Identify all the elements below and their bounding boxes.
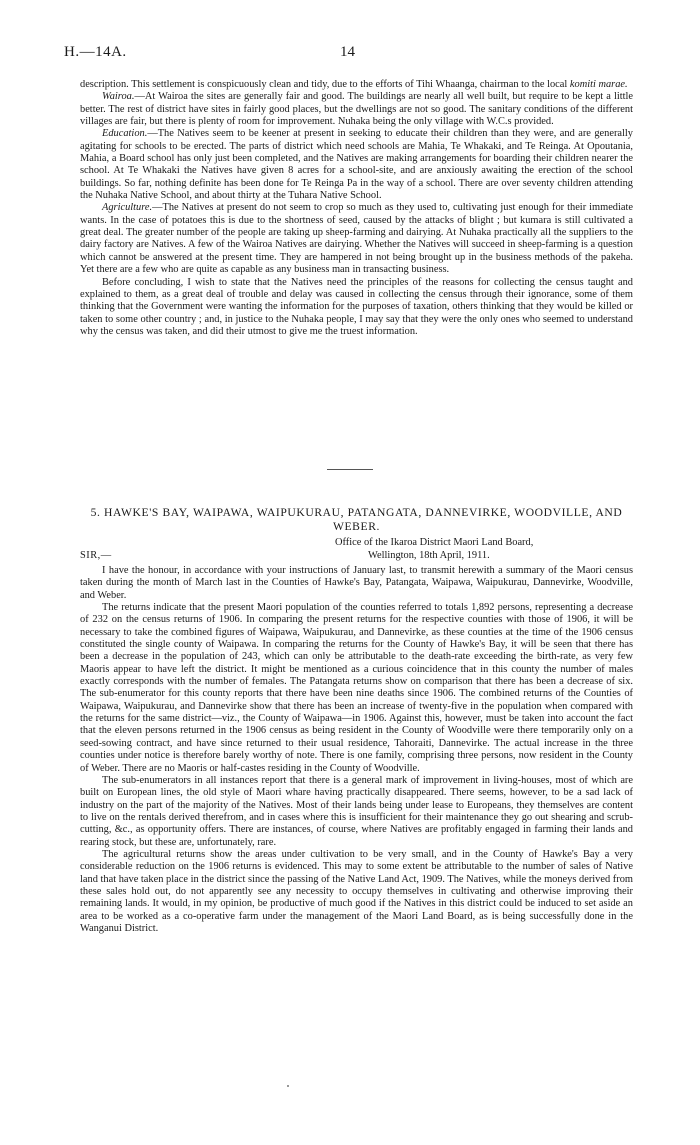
letter-body bbox=[80, 565, 633, 935]
letter-date: Wellington, 18th April, 1911. bbox=[368, 549, 490, 561]
section-title: 5. HAWKE'S BAY, WAIPAWA, WAIPUKURAU, PATANGATA, DANNEVIRKE, WOODVILLE, AND WEBER. bbox=[90, 506, 623, 533]
paragraph-population: The returns indicate that the present Maori population of the counties referred to totals 1,892 persons, representing a decrease of 232 on the census returns of 1906. In comparing the present returns for the respective counties with those of 1906, it will be necessary to take the combined figures of Waipawa, Waipukurau, and Dannevirke, as these counties at the time of the 1906 census constituted the single county of Waipawa. In comparing the returns for the County of Hawke's Bay, it will be seen that there has been a decrease in the population of 243, which can only be attributable to the death-rate exceeding the birth-rate, as very few Maoris appear to have left the district. It might be mentioned as a curious coincidence that in this county the number of males exactly corresponds with the number of females. The Patangata returns show on comparison that there has been a decrease of six. The sub-enumerator for this county reports that there have been nine deaths since 1906. The combined returns of the Counties of Waipawa, Waipukurau, and Dannevirke show that there has been an increase of twenty-five in the population when compared with the returns for the same district—viz., the County of Waipawa—in 1906. Against this, however, must be taken into account the fact that the eleven persons returned in the 1906 census as being resident in the County of Woodville were there temporarily only on a seed-sowing contract, and have since returned to their usual residence, Tahoraiti, Dannevirke. The actual increase in the three counties under notice is therefore barely worthy of note. There is one family, comprising three persons, now resident in the County of Weber. There are no Maoris or half-castes residing in the County of Woodville. bbox=[80, 602, 633, 774]
letter-from: Office of the Ikaroa District Maori Land Board, bbox=[335, 537, 534, 548]
paragraph-introduction: I have the honour, in accordance with your instructions of January last, to transmit herewith a summary of the Maori census taken during the month of March last in the Counties of Hawke's Bay, Patangata, Waipawa, Waipukurau, Dannevirke, Woodville, and Weber. bbox=[80, 565, 633, 601]
paragraph-education: Education.—The Natives seem to be keener at present in seeking to educate their children than they were, and are generally agitating for schools to be erected. The parts of district which need schools are Mahia, Te Whakaki, and Te Reinga. At Opoutania, Mahia, a Board school has only just been completed, and the Natives are making arrangements for boarding their children nearer the school. At Te Whakaki the Natives have given 8 acres for a school-site, and are anxiously awaiting the erection of the school buildings. So far, nothing definite has been done for Te Reinga Pa in the way of a school. There are over seventy children attending the Nuhaka Native School, and about thirty at the Tuhara Native School. bbox=[80, 128, 633, 202]
paragraph-description: description. This settlement is conspicuously clean and tidy, due to the efforts of Tihi Whaanga, chairman to the local komiti marae. bbox=[80, 79, 628, 90]
page-number: 14 bbox=[340, 44, 355, 60]
paragraph-concluding: Before concluding, I wish to state that the Natives need the principles of the reasons for collecting the census taught and explained to them, as a great deal of trouble and delay was caused in collecting the census through their ignorance, some of them thinking that the Government were wanting the information for the purposes of taxation, others thinking that they would be killed or taken to some other country ; and, in justice to the Nuhaka people, I may say that they were the only ones who seemed to understand why the census was taken, and did their utmost to give me the truest information. bbox=[80, 276, 633, 337]
paragraph-housing: The sub-enumerators in all instances report that there is a general mark of improvement in living-houses, most of which are built on European lines, the old style of Maori whare having practically disappeared. There seems, however, to be a sad lack of industry on the part of the majority of the Natives. Most of their lands being under lease to Europeans, they themselves are content to live on the rentals derived therefrom, and in cases where this is insufficient for their maintenance they go out shearing and scrub-cutting, &c., as opportunity offers. There are instances, of course, where Natives are profitably engaged in farming their lands and rearing stock, but these are, unfortunately, rare. bbox=[80, 774, 633, 848]
salutation: SIR,— bbox=[80, 549, 112, 561]
paragraph-agricultural-returns: The agricultural returns show the areas under cultivation to be very small, and in the County of Hawke's Bay a very considerable reduction on the 1906 returns is evidenced. This may to some extent be attributable to the number of sales of Native land that have taken place in the district since the passing of the Native Land Act, 1909. The Natives, while the moneys derived from these sales hold out, do not apparently see any necessity to occupy themselves in cultivating and otherwise improving their remaining lands. It would, in my opinion, be productive of much good if the Natives in this district could be induced to set aside an area to be worked as a co-operative farm under the management of the Maori Land Board, as is being successfully done in the Wanganui District. bbox=[80, 848, 633, 934]
paragraph-agriculture: Agriculture.—The Natives at present do not seem to crop so much as they used to, cultivating just enough for their immediate wants. In the case of potatoes this is due to the shortness of seed, caused by the attacks of blight ; but kumara is still cultivated a great deal. The greater number of the people are taking up sheep-farming and dairying. At Nuhaka practically all the suppliers to the dairy factory are Natives. A few of the Wairoa Natives are dairying. Whether the Natives will succeed in sheep-farming is a question which cannot be answered at the present time. They are hampered in not being brought up in the business methods of the pakeha. Yet there are a few who are quite as capable as any business man in transacting business. bbox=[80, 202, 633, 276]
report-continuation bbox=[80, 79, 633, 338]
paragraph-wairoa: Wairoa.—At Wairoa the sites are generally fair and good. The buildings are nearly all well built, but require to be kept a little better. The rest of district have sites in fairly good places, but the dwellings are not so good. The sanitary conditions of the different villages are fair, but there is plenty of room for improvement. Nuhaka being the only village with W.C.s provided. bbox=[80, 91, 633, 128]
document-reference: H.—14A. bbox=[64, 44, 127, 60]
page-speck bbox=[287, 1085, 289, 1087]
section-divider bbox=[327, 469, 373, 470]
